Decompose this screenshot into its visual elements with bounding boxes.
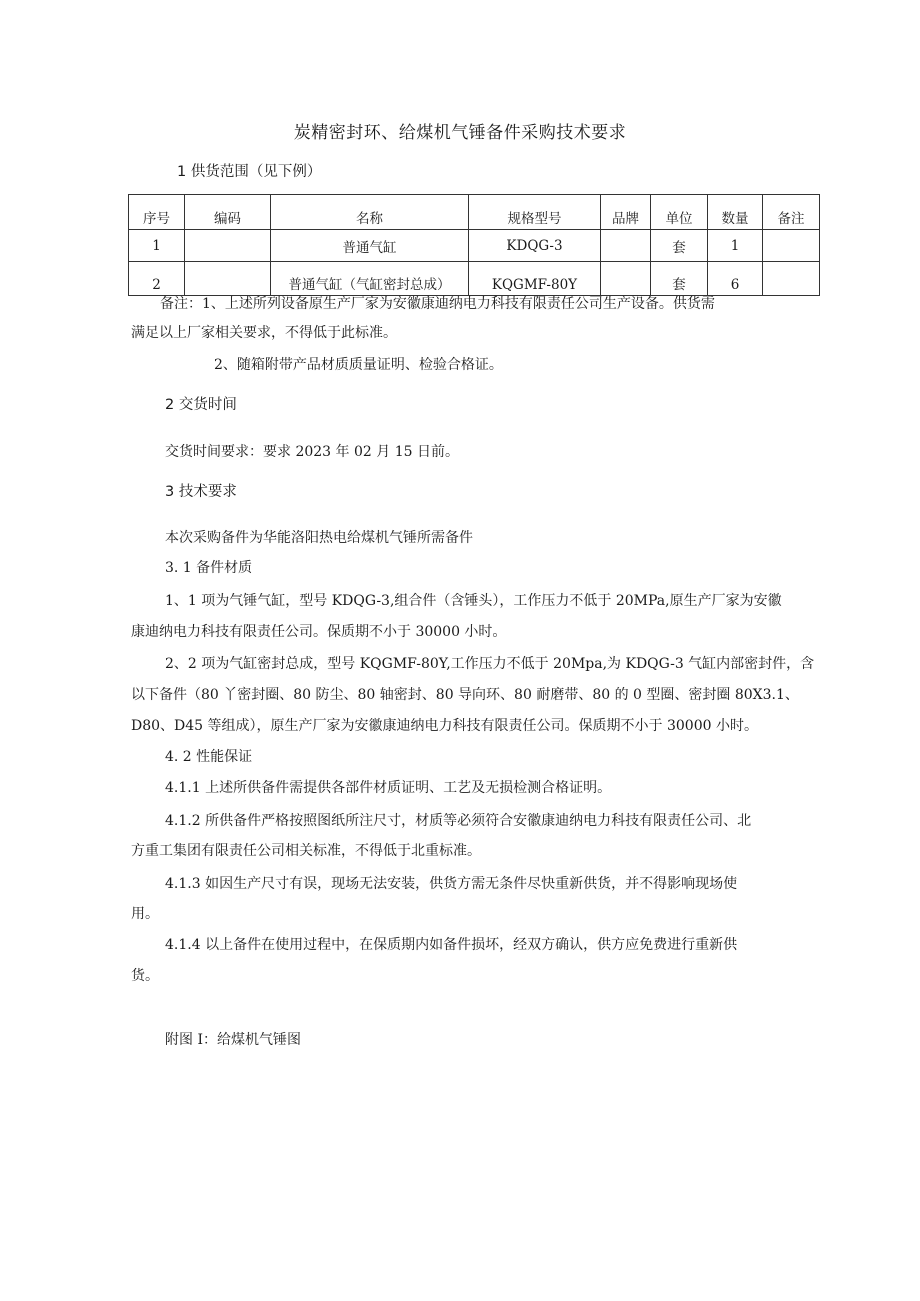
intro-paragraph: 本次采购备件为华能洛阳热电给煤机气锤所需备件 — [165, 530, 473, 546]
header-cell: 名称 — [271, 195, 469, 230]
header-cell: 品牌 — [601, 195, 651, 230]
table-row — [129, 262, 820, 296]
table-cell: 普通气缸 — [271, 230, 469, 262]
header-cell: 数量 — [708, 195, 763, 230]
paragraph-4-1-4-line-2: 货。 — [131, 968, 159, 984]
item-1-line-1: 1、1 项为气锤气缸，型号 KDQG-3,组合件（含锤头），工作压力不低于 20MPa,原生产厂家为安徽 — [165, 593, 782, 609]
table-cell: 2 — [129, 262, 185, 296]
table-cell — [185, 262, 271, 296]
table-cell — [185, 230, 271, 262]
item-2-line-1: 2、2 项为气缸密封总成，型号 KQGMF-80Y,工作压力不低于 20Mpa,为 KDQG-3 气缸内部密封件，含 — [165, 656, 815, 672]
item-2-line-2: 以下备件（80 丫密封圈、80 防尘、80 轴密封、80 导向环、80 耐磨带、80 的 0 型圈、密封圈 80X3.1、 — [131, 687, 799, 703]
table-cell: 套 — [651, 262, 708, 296]
header-cell: 序号 — [129, 195, 185, 230]
table-row — [129, 230, 820, 262]
table-cell: 普通气缸（气缸密封总成） — [271, 262, 469, 296]
header-cell: 编码 — [185, 195, 271, 230]
table-cell — [763, 230, 820, 262]
section-2-heading: 2 交货时间 — [165, 397, 237, 413]
note-1-line-2: 满足以上厂家相关要求，不得低于此标准。 — [131, 325, 397, 341]
subsection-4-2: 4. 2 性能保证 — [165, 749, 253, 765]
table-header-row — [129, 195, 820, 230]
table-cell: 1 — [129, 230, 185, 262]
paragraph-4-1-3-line-1: 4.1.3 如因生产尺寸有误，现场无法安装，供货方需无条件尽快重新供货，并不得影响现场使 — [165, 876, 738, 892]
table-cell: 1 — [708, 230, 763, 262]
table-cell — [763, 262, 820, 296]
section-3-heading: 3 技术要求 — [165, 484, 237, 500]
note-1-line-1: 备注：1、上述所列设备原生产厂家为安徽康迪纳电力科技有限责任公司生产设备。供货需 — [160, 296, 715, 312]
table-cell: 6 — [708, 262, 763, 296]
appendix-caption: 附图 I：给煤机气锤图 — [165, 1032, 301, 1048]
note-2: 2、随箱附带产品材质质量证明、检验合格证。 — [214, 357, 503, 373]
header-cell: 备注 — [763, 195, 820, 230]
table-cell: 套 — [651, 230, 708, 262]
section-1-heading: 1 供货范围（见下例） — [177, 164, 322, 180]
table-cell: KDQG-3 — [469, 230, 601, 262]
paragraph-4-1-3-line-2: 用。 — [131, 906, 159, 922]
paragraph-4-1-4-line-1: 4.1.4 以上备件在使用过程中，在保质期内如备件损坏，经双方确认，供方应免费进行重新供 — [165, 937, 738, 953]
item-2-line-3: D80、D45 等组成），原生产厂家为安徽康迪纳电力科技有限责任公司。保质期不小于 30000 小时。 — [131, 718, 758, 734]
delivery-time: 交货时间要求：要求 2023 年 02 月 15 日前。 — [165, 444, 459, 460]
paragraph-4-1-2-line-2: 方重工集团有限责任公司相关标准，不得低于北重标准。 — [131, 843, 481, 859]
table-cell — [601, 230, 651, 262]
paragraph-4-1-1: 4.1.1 上述所供备件需提供各部件材质证明、工艺及无损检测合格证明。 — [165, 780, 612, 796]
table-cell: KQGMF-80Y — [469, 262, 601, 296]
supply-table — [128, 194, 820, 296]
header-cell: 规格型号 — [469, 195, 601, 230]
item-1-line-2: 康迪纳电力科技有限责任公司。保质期不小于 30000 小时。 — [131, 624, 507, 640]
subsection-3-1: 3. 1 备件材质 — [165, 560, 253, 576]
paragraph-4-1-2-line-1: 4.1.2 所供备件严格按照图纸所注尺寸，材质等必须符合安徽康迪纳电力科技有限责任公司、北 — [165, 813, 752, 829]
header-cell: 单位 — [651, 195, 708, 230]
table-cell — [601, 262, 651, 296]
document-title: 炭精密封环、给煤机气锤备件采购技术要求 — [293, 123, 627, 143]
